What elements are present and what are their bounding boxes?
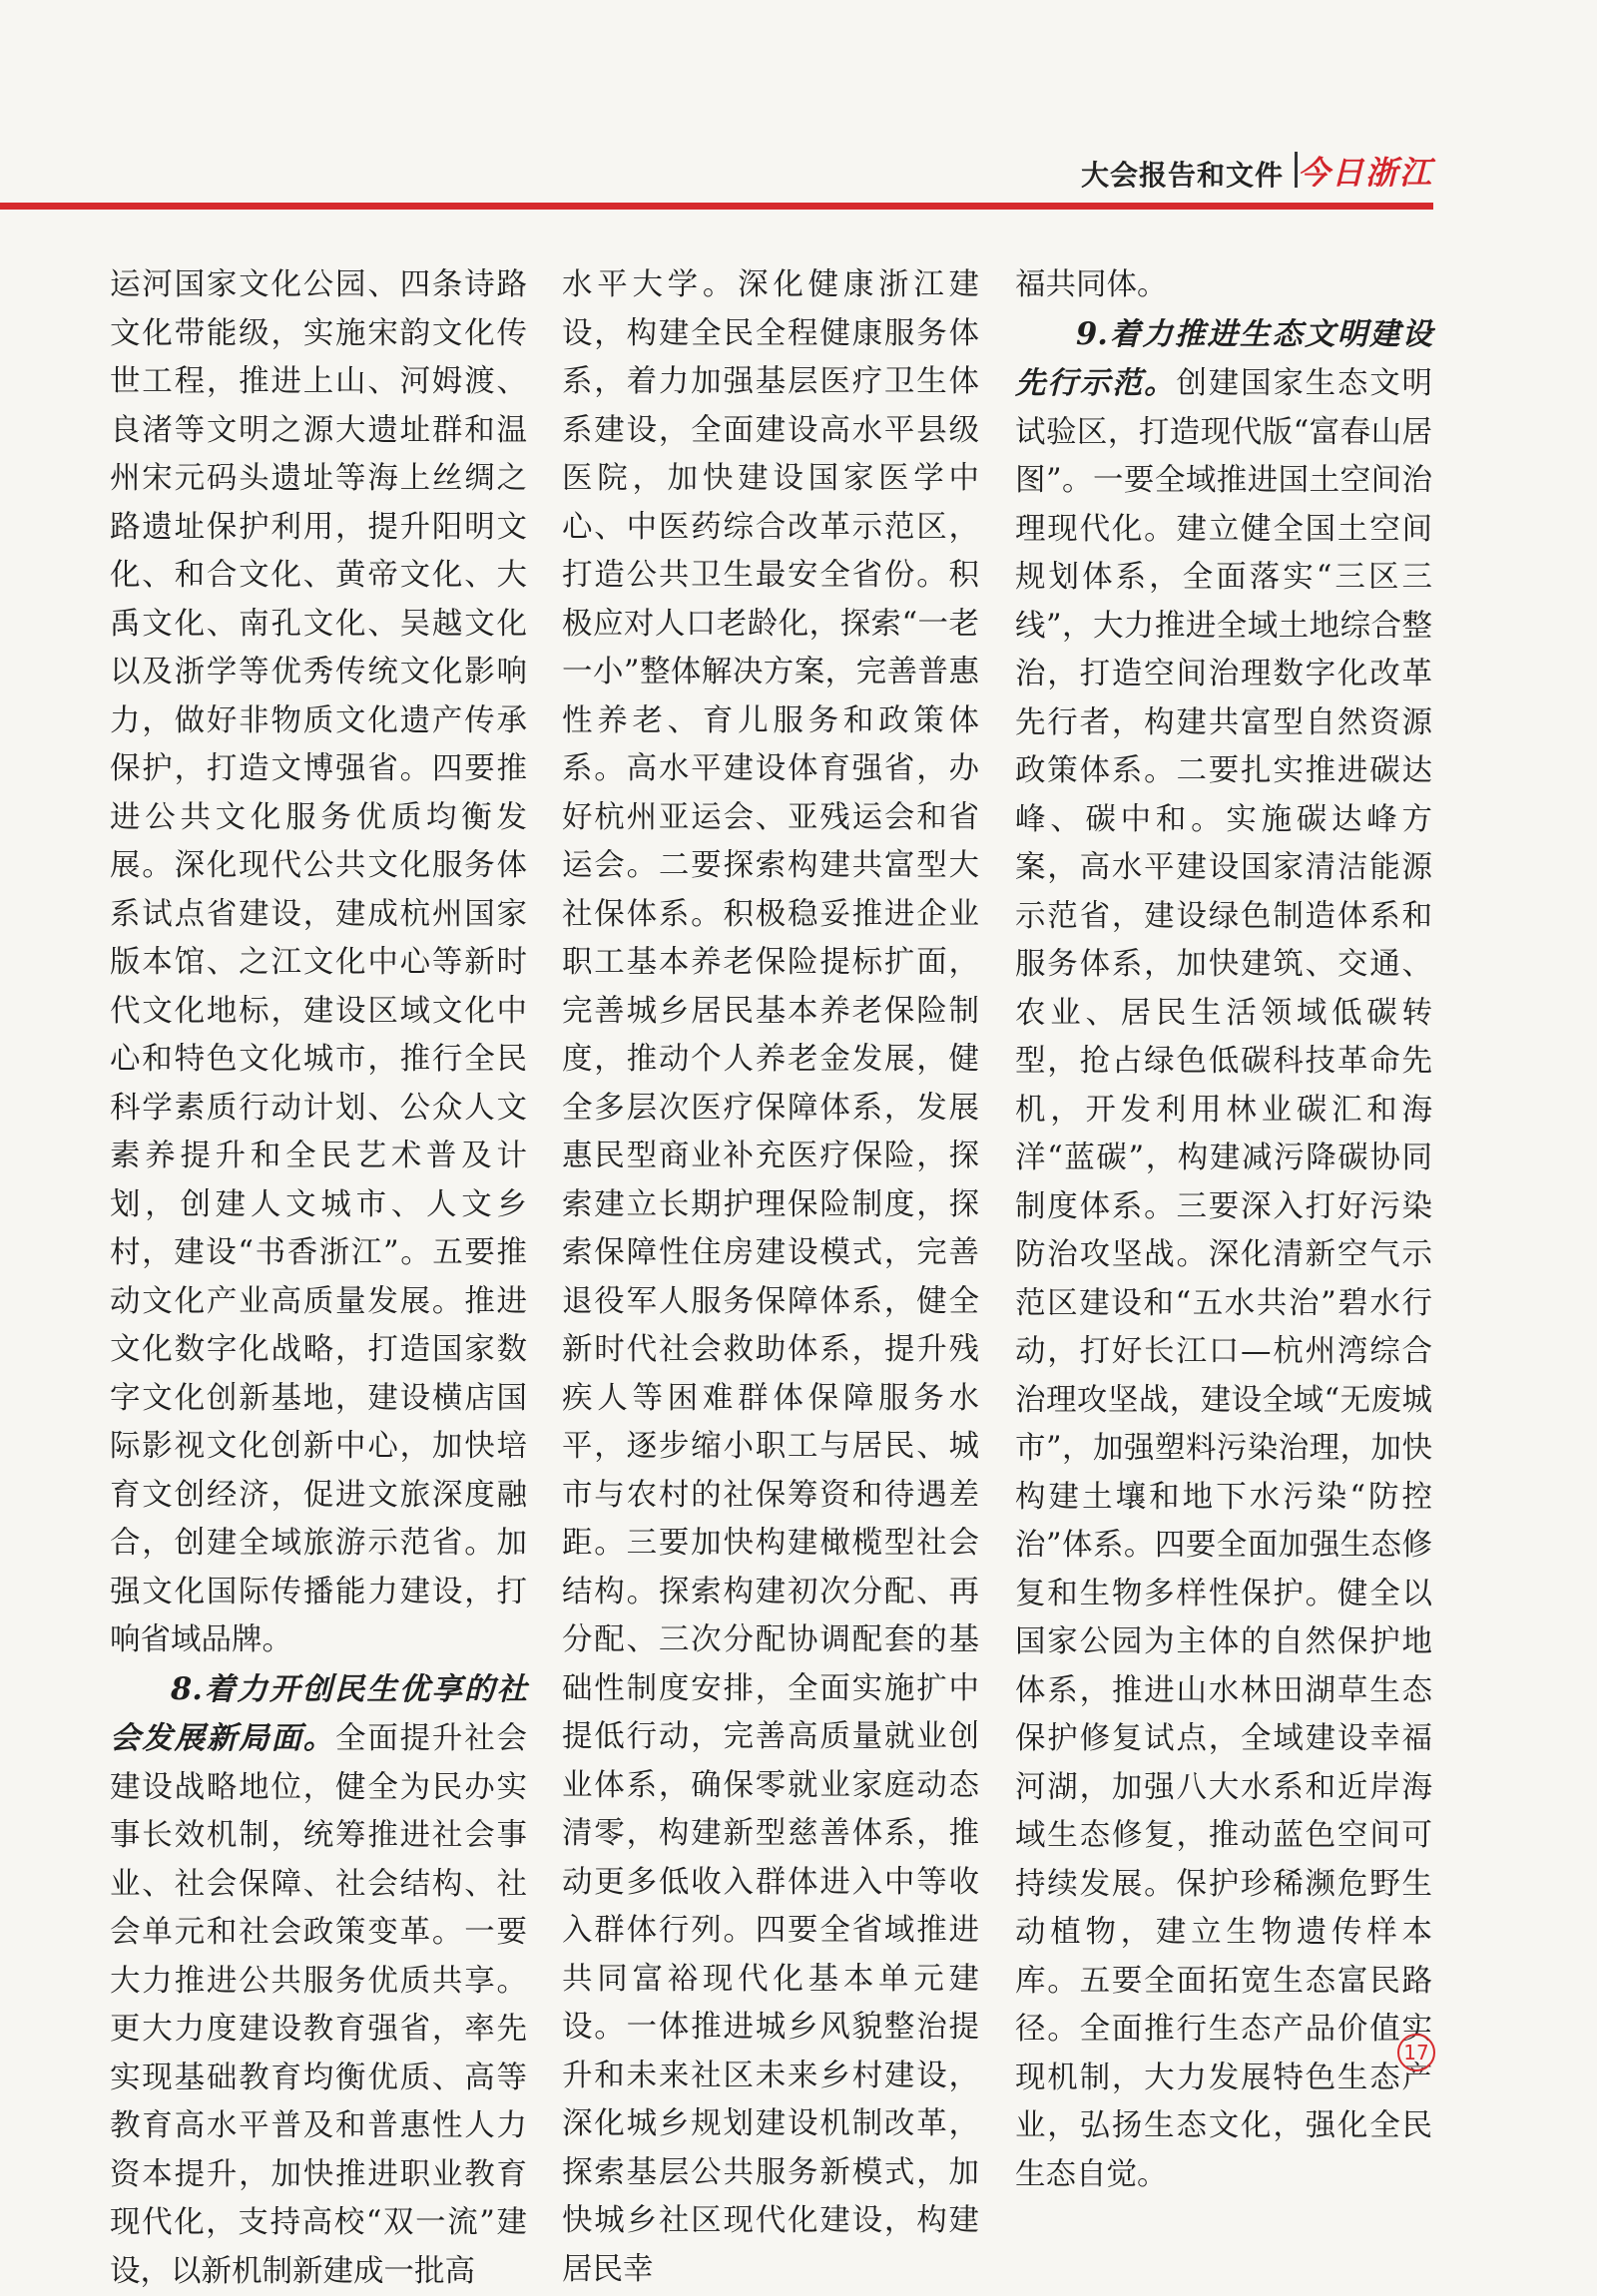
- paragraph: [110, 1665, 527, 2296]
- page-number: 17: [1397, 2034, 1435, 2071]
- page-header: [0, 140, 1433, 210]
- header-red-rule: [0, 203, 1433, 210]
- section-title: 大会报告和文件: [1081, 154, 1284, 194]
- paragraph: 水平大学。深化健康浙江建设，构建全民全程健康服务体系，着力加强基层医疗卫生体系建设，全面建设高水平县级医院，加快建设国家医学中心、中医药综合改革示范区，打造公共卫生最安全省份。积极应对人口老龄化，探索“一老一小”整体解决方案，完善普惠性养老、育儿服务和政策体系。高水平建设体育强省，办好杭州亚运会、亚残运会和省运会。二要探索构建共富型大社保体系。积极稳妥推进企业职工基本养老保险提标扩面，完善城乡居民基本养老保险制度，推动个人养老金发展，健全多层次医疗保障体系，发展惠民型商业补充医疗保险，探索建立长期护理保险制度，探索保障性住房建设模式，完善退役军人服务保障体系，健全新时代社会救助体系，提升残疾人等困难群体保障服务水平，逐步缩小职工与居民、城市与农村的社保筹资和待遇差距。三要加快构建橄榄型社会结构。探索构建初次分配、再分配、三次分配协调配套的基础性制度安排，全面实施扩中提低行动，完善高质量就业创业体系，确保零就业家庭动态清零，构建新型慈善体系，推动更多低收入群体进入中等收入群体行列。四要全省域推进共同富裕现代化基本单元建设。一体推进城乡风貌整治提升和未来社区未来乡村建设，深化城乡规划建设机制改革，探索基层公共服务新模式，加快城乡社区现代化建设，构建居民幸: [562, 261, 979, 2294]
- section-heading: 8.着力开创民生优享的社会发展新局面。: [110, 1671, 527, 1757]
- text-column-2: [562, 261, 979, 2294]
- magazine-logo: 今日浙江: [1298, 148, 1433, 194]
- paragraph-body: 全面提升社会建设战略地位，健全为民办实事长效机制，统筹推进社会事业、社会保障、社会结构、社会单元和社会政策变革。一要大力推进公共服务优质共享。更大力度建设教育强省，率先实现基础教育均衡优质、高等教育高水平普及和普惠性人力资本提升，加快推进职业教育现代化，支持高校“双一流”建设，以新机制新建成一批高: [110, 1721, 527, 2289]
- section-heading: 9.着力推进生态文明建设先行示范。: [1015, 316, 1432, 402]
- paragraph-body: 创建国家生态文明试验区，打造现代版“富春山居图”。一要全域推进国土空间治理现代化。建立健全国土空间规划体系，全面落实“三区三线”，大力推进全域土地综合整治，打造空间治理数字化改革先行者，构建共富型自然资源政策体系。二要扎实推进碳达峰、碳中和。实施碳达峰方案，高水平建设国家清洁能源示范省，建设绿色制造体系和服务体系，加快建筑、交通、农业、居民生活领域低碳转型，抢占绿色低碳科技革命先机，开发利用林业碳汇和海洋“蓝碳”，构建减污降碳协同制度体系。三要深入打好污染防治攻坚战。深化清新空气示范区建设和“五水共治”碧水行动，打好长江口—杭州湾综合治理攻坚战，建设全域“无废城市”，加强塑料污染治理，加快构建土壤和地下水污染“防控治”体系。四要全面加强生态修复和生物多样性保护。健全以国家公园为主体的自然保护地体系，推进山水林田湖草生态保护修复试点，全域建设幸福河湖，加强八大水系和近岸海域生态修复，推动蓝色空间可持续发展。保护珍稀濒危野生动植物，建立生物遗传样本库。五要全面拓宽生态富民路径。全面推行生态产品价值实现机制，大力发展特色生态产业，弘扬生态文化，强化全民生态自觉。: [1015, 366, 1432, 2192]
- text-column-1: [110, 261, 527, 2296]
- text-column-3: [1015, 261, 1432, 2199]
- paragraph: 运河国家文化公园、四条诗路文化带能级，实施宋韵文化传世工程，推进上山、河姆渡、良渚等文明之源大遗址群和温州宋元码头遗址等海上丝绸之路遗址保护利用，提升阳明文化、和合文化、黄帝文化、大禹文化、南孔文化、吴越文化以及浙学等优秀传统文化影响力，做好非物质文化遗产传承保护，打造文博强省。四要推进公共文化服务优质均衡发展。深化现代公共文化服务体系试点省建设，建成杭州国家版本馆、之江文化中心等新时代文化地标，建设区域文化中心和特色文化城市，推行全民科学素质行动计划、公众人文素养提升和全民艺术普及计划，创建人文城市、人文乡村，建设“书香浙江”。五要推动文化产业高质量发展。推进文化数字化战略，打造国家数字文化创新基地，建设横店国际影视文化创新中心，加快培育文创经济，促进文旅深度融合，创建全域旅游示范省。加强文化国际传播能力建设，打响省域品牌。: [110, 261, 527, 1665]
- paragraph: 福共同体。: [1015, 261, 1432, 310]
- paragraph: [1015, 310, 1432, 2200]
